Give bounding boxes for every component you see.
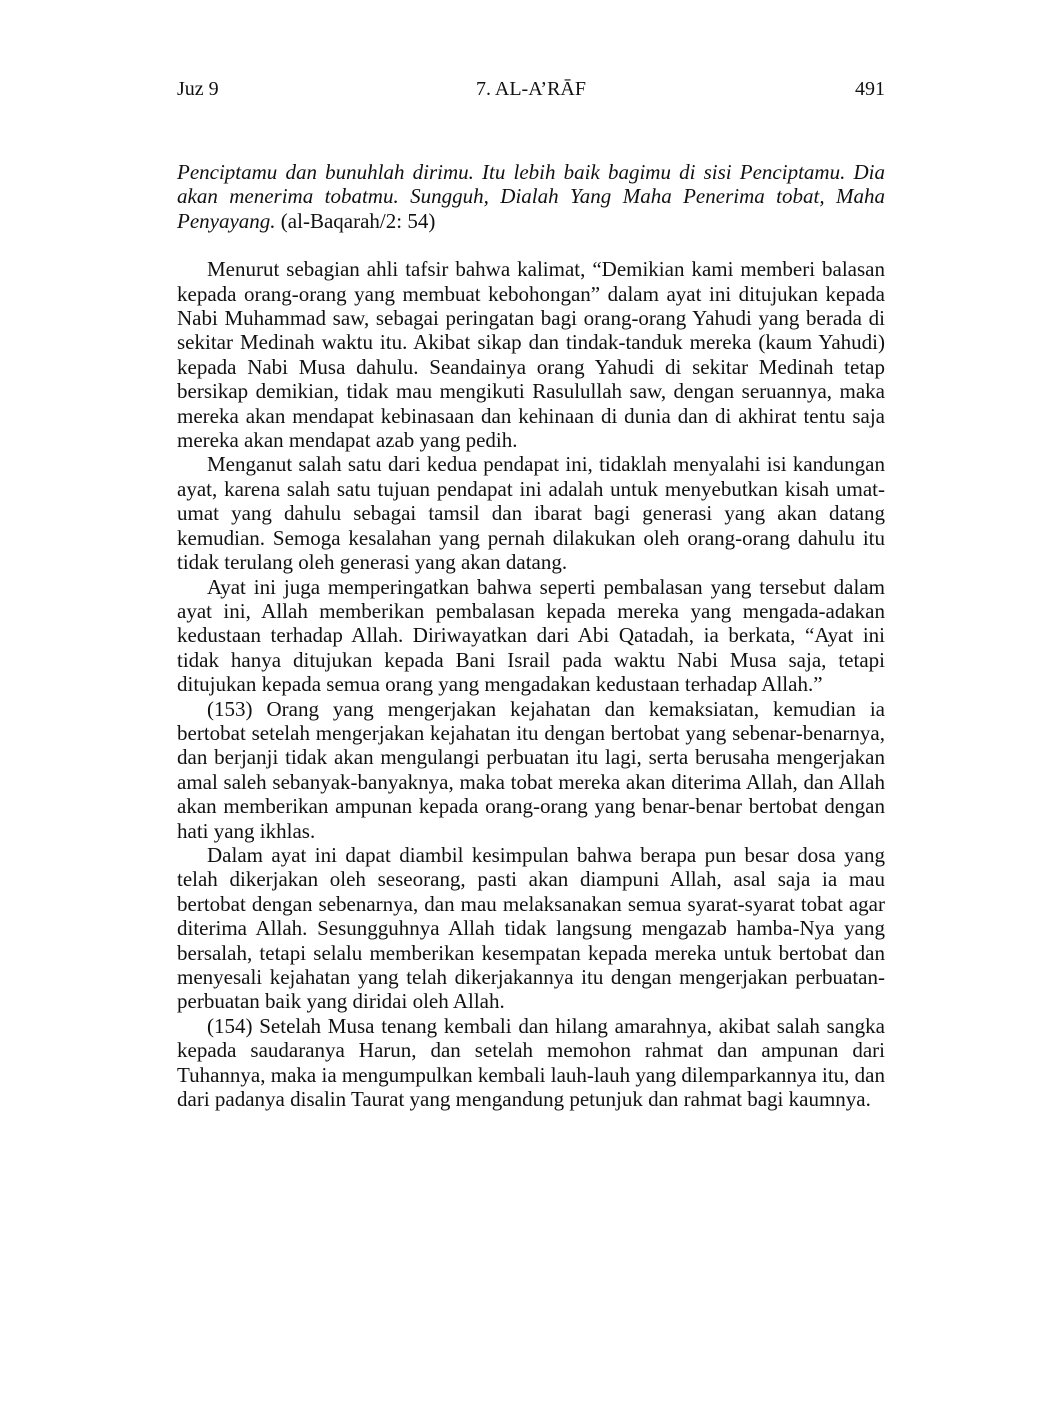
surah-title: 7. AL-A’RĀF	[475, 78, 586, 100]
quoted-verse-text: Penciptamu dan bunuhlah dirimu. Itu lebih baik bagimu di sisi Penciptamu. Dia akan menerima tobatmu. Sungguh, Dialah Yang Maha Penerima tobat, Maha Penyayang.	[177, 160, 885, 233]
paragraph-verse-153: (153) Orang yang mengerjakan kejahatan dan kemaksiatan, kemudian ia bertobat setelah mengerjakan kejahatan itu dengan bertobat yang sebenar-benarnya, dan berjanji tidak akan mengulangi perbuatan itu lagi, serta berusaha mengerjakan amal saleh sebanyak-banyaknya, maka tobat mereka akan diterima Allah, dan Allah akan memberikan ampunan kepada orang-orang yang benar-benar bertobat dengan hati yang ikhlas.	[177, 696, 885, 843]
paragraph: Ayat ini juga memperingatkan bahwa seperti pembalasan yang tersebut dalam ayat ini, Allah memberikan pembalasan kepada mereka yang mengada-adakan kedustaan terhadap Allah. Diriwayatkan dari Abi Qatadah, ia berkata, “Ayat ini tidak hanya ditujukan kepada Bani Israil pada waktu Nabi Musa saja, tetapi ditujukan kepada semua orang yang mengadakan kedustaan terhadap Allah.”	[177, 574, 885, 697]
page-header	[177, 76, 885, 102]
paragraph: Menganut salah satu dari kedua pendapat ini, tidaklah menyalahi isi kandungan ayat, karena salah satu tujuan pendapat ini adalah untuk menyebutkan kisah umat-umat yang dahulu sebagai tamsil dan ibarat bagi generasi yang akan datang kemudian. Semoga kesalahan yang pernah dilakukan oleh orang-orang dahulu itu tidak terulang oleh generasi yang akan datang.	[177, 452, 885, 575]
paragraph-verse-154: (154) Setelah Musa tenang kembali dan hilang amarahnya, akibat salah sangka kepada saudaranya Harun, dan setelah memohon rahmat dan ampunan dari Tuhannya, maka ia mengumpulkan kembali lauh-lauh yang dilemparkannya itu, dan dari padanya disalin Taurat yang mengandung petunjuk dan rahmat bagi kaumnya.	[177, 1013, 885, 1112]
juz-label: Juz 9	[177, 78, 219, 100]
quoted-verse	[177, 160, 885, 233]
paragraph: Menurut sebagian ahli tafsir bahwa kalimat, “Demikian kami memberi balasan kepada orang-orang yang membuat kebohongan” dalam ayat ini ditujukan kepada Nabi Muhammad saw, sebagai peringatan bagi orang-orang Yahudi yang berada di sekitar Medinah waktu itu. Akibat sikap dan tindak-tanduk mereka (kaum Yahudi) kepada Nabi Musa dahulu. Seandainya orang Yahudi di sekitar Medinah tetap bersikap demikian, tidak mau mengikuti Rasulullah saw, dengan seruannya, maka mereka akan mendapat kebinasaan dan kehinaan di dunia dan di akhirat tentu saja mereka akan mendapat azab yang pedih.	[177, 257, 885, 453]
paragraph: Dalam ayat ini dapat diambil kesimpulan bahwa berapa pun besar dosa yang telah dikerjakan oleh seseorang, pasti akan diampuni Allah, asal saja ia mau bertobat dengan sebenarnya, dan mau melaksanakan semua syarat-syarat tobat agar diterima Allah. Sesungguhnya Allah tidak langsung mengazab hamba-Nya yang bersalah, tetapi selalu memberikan kesempatan kepada mereka untuk bertobat dan menyesali kejahatan yang telah dikerjakannya itu dengan mengerjakan perbuatan-perbuatan baik yang diridai oleh Allah.	[177, 842, 885, 1014]
quoted-verse-reference: (al-Baqarah/2: 54)	[275, 208, 436, 233]
page-body	[177, 160, 885, 1111]
page-number: 491	[855, 78, 885, 100]
